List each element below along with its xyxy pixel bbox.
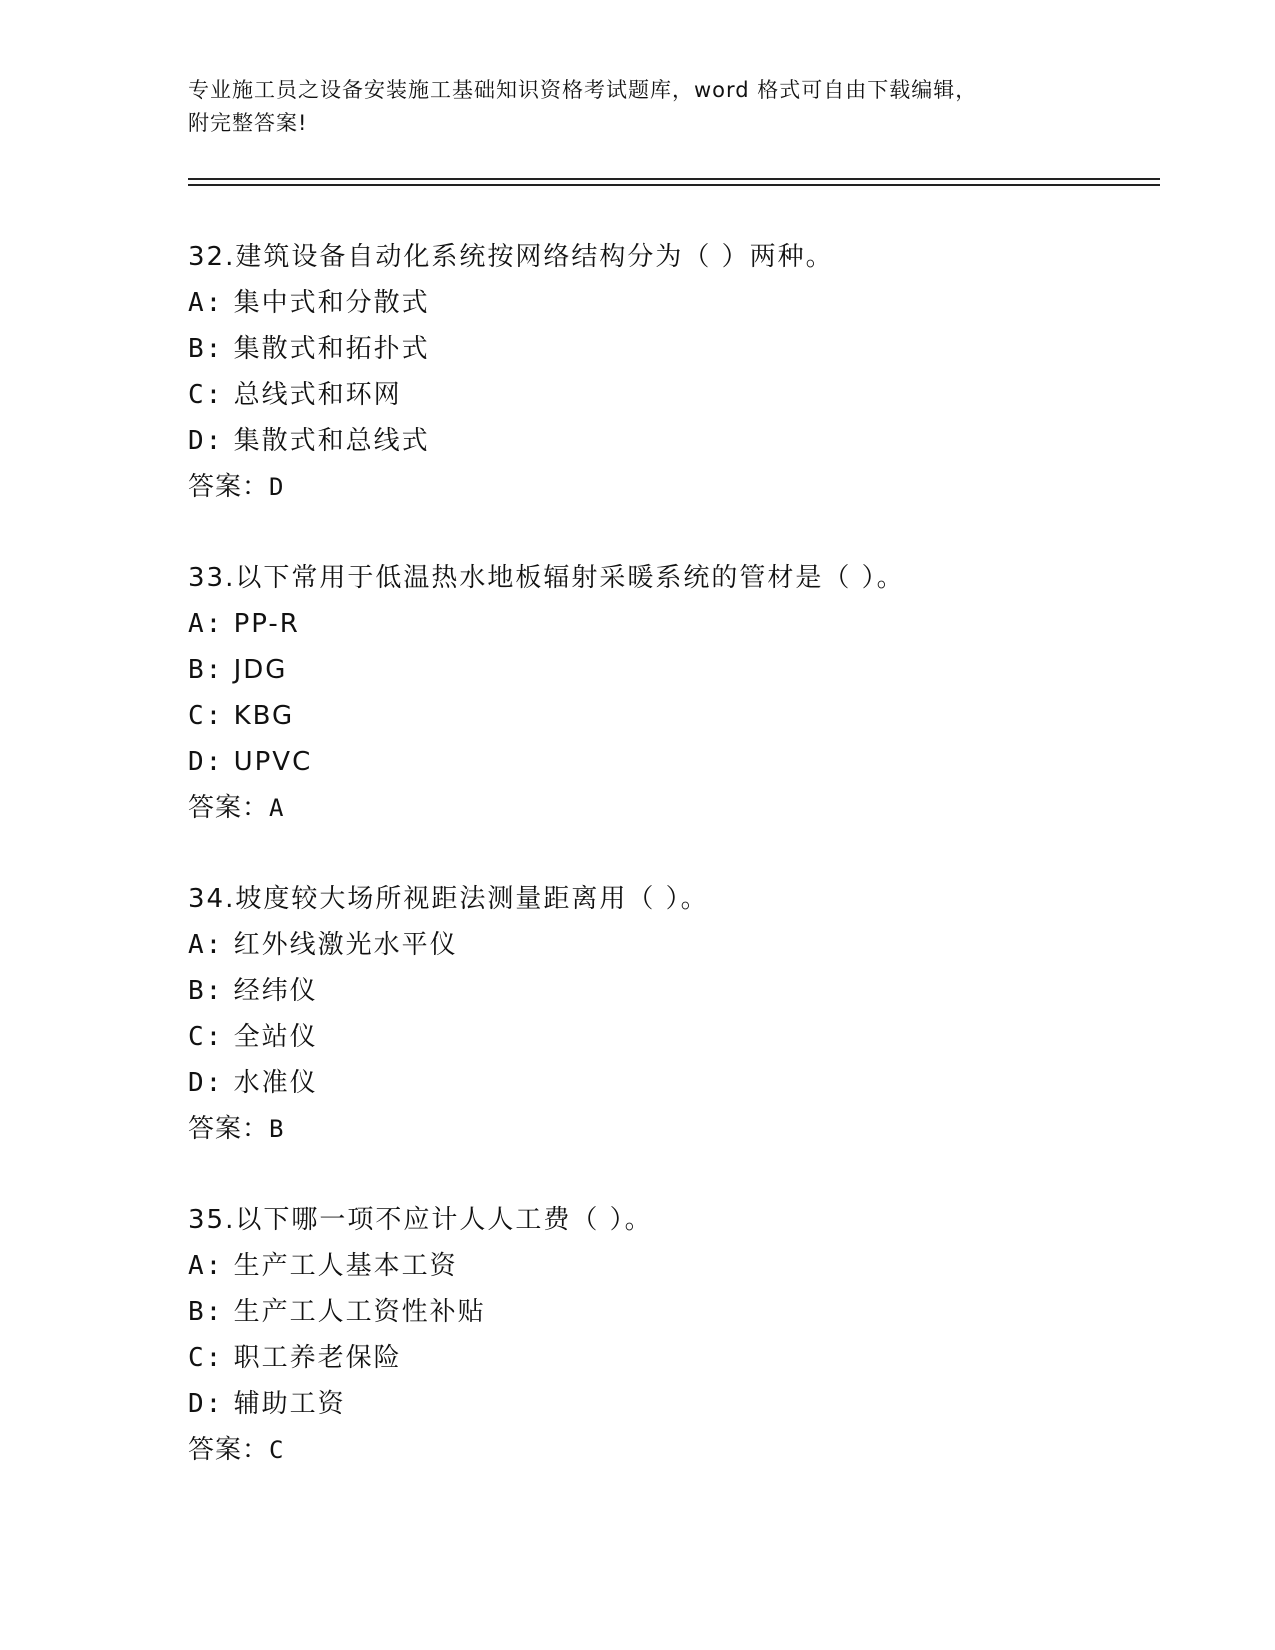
option-letter: A:	[188, 930, 224, 960]
option-text: 红外线激光水平仪	[233, 930, 458, 960]
question-stem: 35.以下哪一项不应计人人工费（ ）。	[188, 1205, 653, 1235]
option-text: 水准仪	[233, 1068, 318, 1098]
option-letter: C:	[188, 380, 224, 410]
option-text: 辅助工资	[233, 1389, 346, 1419]
option-a	[188, 601, 1148, 647]
option-b	[188, 1289, 1148, 1335]
option-letter: B:	[188, 655, 224, 685]
document-header	[188, 74, 1088, 140]
answer-line	[188, 1427, 1148, 1473]
answer-label: 答案：	[188, 1114, 270, 1144]
answer-label: 答案：	[188, 472, 270, 502]
option-text: 职工养老保险	[233, 1343, 402, 1373]
option-d	[188, 1381, 1148, 1427]
option-letter: B:	[188, 976, 224, 1006]
answer-value: A	[269, 794, 285, 822]
option-letter: C:	[188, 1022, 224, 1052]
header-divider-top	[188, 178, 1160, 180]
option-b	[188, 326, 1148, 372]
option-letter: D:	[188, 1389, 224, 1419]
option-c	[188, 693, 1148, 739]
option-c	[188, 1014, 1148, 1060]
answer-label: 答案：	[188, 1435, 270, 1465]
question-32	[188, 234, 1148, 510]
answer-value: D	[269, 473, 285, 501]
option-a	[188, 922, 1148, 968]
answer-value: B	[269, 1115, 285, 1143]
option-text: 生产工人工资性补贴	[233, 1297, 486, 1327]
option-letter: B:	[188, 334, 224, 364]
option-text: 全站仪	[233, 1022, 318, 1052]
answer-line	[188, 1106, 1148, 1152]
option-text: UPVC	[233, 747, 313, 777]
question-35	[188, 1197, 1148, 1473]
question-33	[188, 555, 1148, 831]
answer-line	[188, 464, 1148, 510]
option-letter: C:	[188, 1343, 224, 1373]
option-b	[188, 968, 1148, 1014]
option-letter: C:	[188, 701, 224, 731]
option-a	[188, 1243, 1148, 1289]
option-text: 集散式和总线式	[233, 426, 430, 456]
option-text: 生产工人基本工资	[233, 1251, 458, 1281]
answer-value: C	[269, 1436, 285, 1464]
option-d	[188, 418, 1148, 464]
answer-label: 答案：	[188, 793, 270, 823]
header-line-2: 附完整答案!	[188, 111, 308, 135]
option-letter: D:	[188, 1068, 224, 1098]
option-text: KBG	[233, 701, 295, 731]
option-letter: A:	[188, 609, 224, 639]
header-divider-bottom	[188, 184, 1160, 186]
option-d	[188, 739, 1148, 785]
option-letter: A:	[188, 1251, 224, 1281]
option-b	[188, 647, 1148, 693]
option-letter: D:	[188, 747, 224, 777]
option-letter: A:	[188, 288, 224, 318]
option-letter: B:	[188, 1297, 224, 1327]
option-text: 经纬仪	[233, 976, 318, 1006]
question-stem: 33.以下常用于低温热水地板辐射采暖系统的管材是（ ）。	[188, 563, 905, 593]
option-text: 集散式和拓扑式	[233, 334, 430, 364]
question-stem: 32.建筑设备自动化系统按网络结构分为（ ）两种。	[188, 242, 834, 272]
question-34	[188, 876, 1148, 1152]
option-c	[188, 372, 1148, 418]
option-text: JDG	[233, 655, 288, 685]
option-d	[188, 1060, 1148, 1106]
answer-line	[188, 785, 1148, 831]
option-a	[188, 280, 1148, 326]
question-stem: 34.坡度较大场所视距法测量距离用（ ）。	[188, 884, 709, 914]
option-text: 总线式和环网	[233, 380, 402, 410]
header-line-1: 专业施工员之设备安装施工基础知识资格考试题库，word 格式可自由下载编辑，	[188, 78, 978, 102]
option-c	[188, 1335, 1148, 1381]
option-letter: D:	[188, 426, 224, 456]
option-text: 集中式和分散式	[233, 288, 430, 318]
option-text: PP-R	[233, 609, 300, 639]
